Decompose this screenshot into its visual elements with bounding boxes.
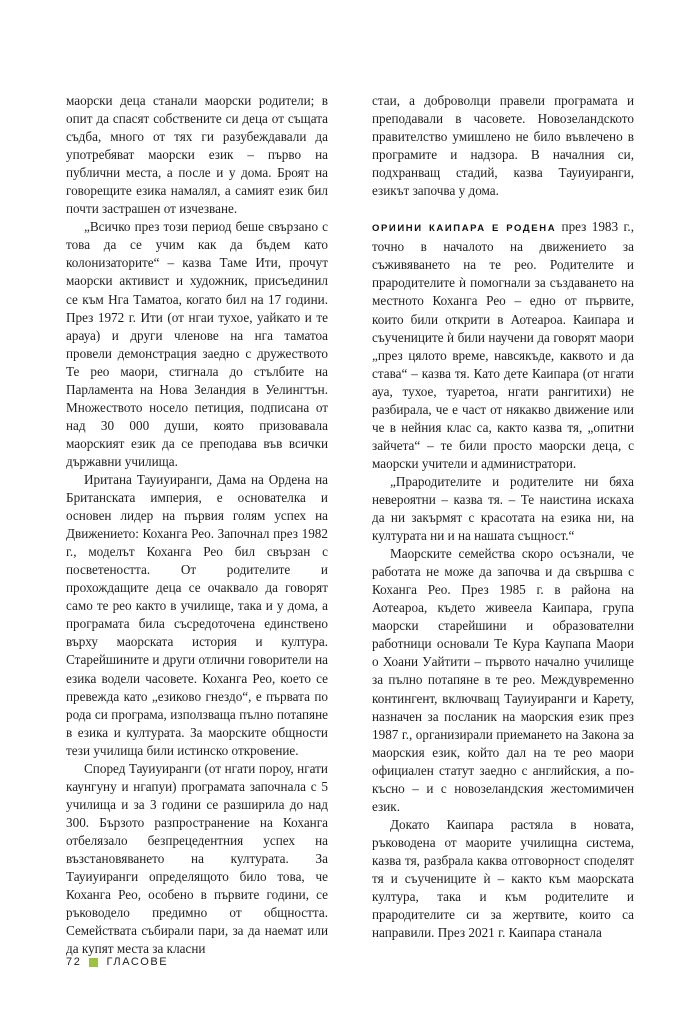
page-number: 72 xyxy=(66,956,82,968)
lead-paragraph-text: през 1983 г., точно в началото на движението за съживяването на те рео. Родителите и прародителите ѝ помогнали за създаването на местното Кохангa Рео – едно от първите, които били открити в Аотеароа. Каипара и съучениците ѝ били научени да говорят маори „през цялото време, навсякъде, каквото и да става“ – казва тя. Като дете Каипара (от нгати ауа, тухое, туаретоа, нгати рангитихи) не разбирала, че е част от някакво движение или че в нейния клас са, както казва тя, „опитни зайчета“ – те били просто маорски деца, с маорски учители и администратори. xyxy=(372,219,634,471)
body-paragraph: стаи, а доброволци правели програмата и преподавали в часовете. Новозеландското правителство умишлено не било въвлечено в програмите и надзора. В началния си, подхранващ стадий, казва Тауиуиранги, езикът започва у дома. xyxy=(372,93,634,199)
body-paragraph: Според Тауиуиранги (от нгати пороу, нгати каунгуну и нгапуи) програмата започнала с 5 училища и за 3 години се разширила до над 300. Бързото разпространение на Коханга отбелязало безпрецедентния успех на възстановяването на културата. За Тауиуиранги определящото било това, че Коханга Рео, особено в първите години, се ръководело предимно от общността. Семействата събирали пари, за да наемат или да купят места за класни xyxy=(66,760,328,957)
body-paragraph: „Всичко през този период беше свързано с това да се учим как да бъдем като колонизаторите“ – казва Таме Ити, прочут маорски активист и художник, присъединил се към Нга Таматоа, когато бил на 17 години. През 1972 г. Ити (от нгаи тухое, уайкато и те арауа) и други членове на нга таматоа провели демонстрация заедно с дружеството Те рео маори, стигнала до стълбите на Парламента на Нова Зеландия в Уелингтън. Множеството носело петиция, подписана от над 30 000 души, която призовавала маорският език да се преподава във всички държавни училища. xyxy=(66,219,328,469)
body-paragraph: Маорските семейства скоро осъзнали, че работата не може да започва и да свършва с Коханга Рео. През 1985 г. в района на Аотеароа, където живеела Каипара, група маорски старейшини и образователни работници основали Те Кура Каупапа Маори о Хоани Уайтити – първото начално училище за пълно потапяне в те рео. Междувременно контингент, включващ Тауиуиранги и Карету, назначен за посланик на маорския език през 1987 г., организирали приемането на Закона за маорския език, който дал на те рео маори официален статут заедно с английския, а по-късно – и с новозеландския жестомимичен език. xyxy=(372,546,634,814)
body-paragraph: Иритана Тауиуиранги, Дама на Ордена на Британската империя, е основателка и основен лидер на първия голям успех на Движението: Коханга Рео. Започнал през 1982 г., моделът Коханга Рео бил свързан с посветеността. От родителите и прохождащите деца се очаквало да говорят само те рео както в училище, така и у дома, а програмата била съсредоточена единствено върху маорската история и култура. Старейшините и други отлични говорители на езика водели часовете. Коханга Рео, което се превежда като „езиково гнездо“, е първата по рода си програма, използваща пълно потапяне в езика и културата. За маорските общности тези училища били истинско откровение. xyxy=(66,471,328,758)
body-paragraph: маорски деца станали маорски родители; в опит да спасят собствените си деца от същата съдба, много от тях ги разубеждавали да употребяват маорски език – първо на публични места, а после и у дома. Броят на говорещите езика намалял, а самият език бил почти застрашен от изчезване. xyxy=(66,93,328,217)
quote-paragraph: „Прародителите и родителите ни бяха невероятни – казва тя. – Те наистина искаха да ни закърмят с красотата на езика ни, на културата ни и на нашата същност.“ xyxy=(372,473,634,544)
section-name: ГЛАСОВЕ xyxy=(106,956,169,968)
section-lead-in: ОРИИНИ КАИПАРА Е РОДЕНА xyxy=(372,223,557,235)
right-column xyxy=(372,92,634,942)
green-square-icon xyxy=(89,958,98,967)
left-column xyxy=(66,92,328,958)
section-lead-paragraph xyxy=(372,218,634,473)
body-paragraph: Докато Каипара растяла в новата, ръководена от маорите училищна система, казва тя, разбрала каква отговорност споделят тя и съучениците ѝ – както към маорската култура, така и към родителите и прародителите си за жертвите, които са направили. През 2021 г. Каипара станала xyxy=(372,816,634,941)
page-footer xyxy=(66,956,168,968)
